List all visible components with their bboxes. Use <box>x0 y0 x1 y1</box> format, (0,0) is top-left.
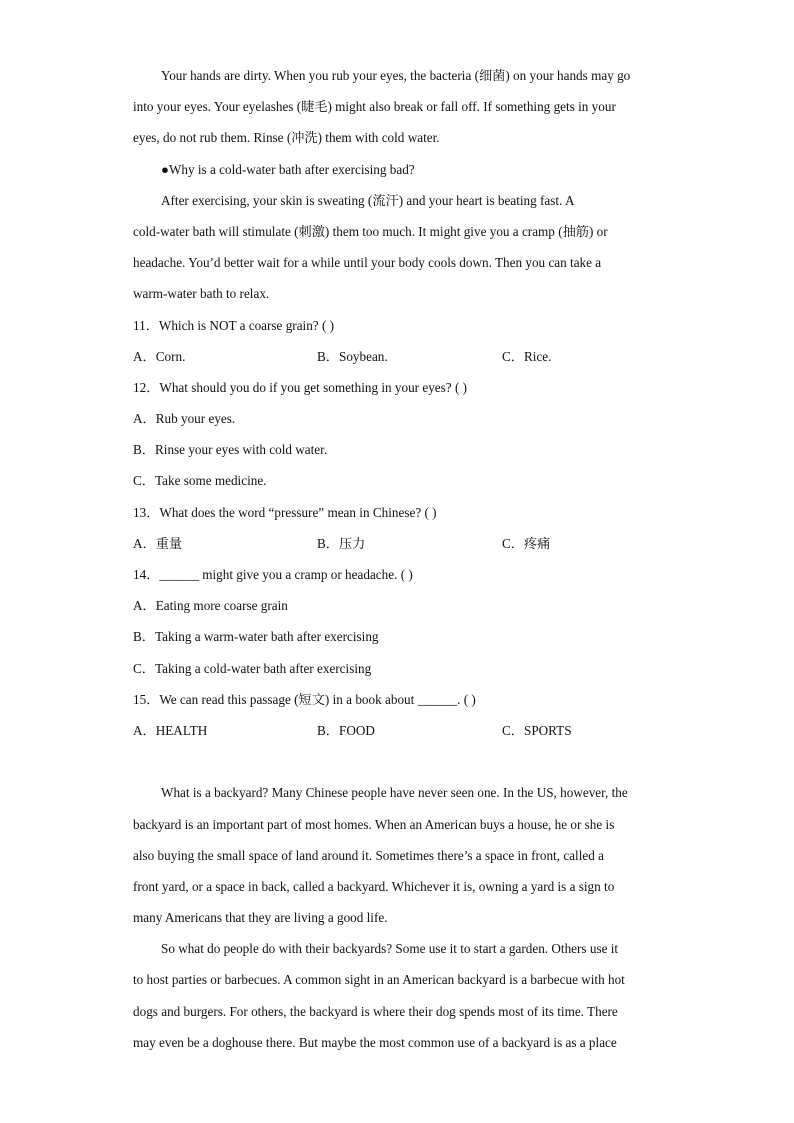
passage-2-line: So what do people do with their backyards? Some use it to start a garden. Others use it <box>161 941 619 957</box>
option-b: B．FOOD <box>317 722 375 738</box>
passage-1-line: eyes, do not rub them. Rinse (冲洗) them with cold water. <box>133 130 440 146</box>
option-c: C．SPORTS <box>502 722 572 738</box>
option-c: C．Take some medicine. <box>133 473 267 489</box>
option-a: A．HEALTH <box>133 722 208 738</box>
section-spacer <box>133 746 663 777</box>
option-b: B．Soybean. <box>317 348 388 364</box>
answer-options <box>133 715 663 746</box>
option-a: A．Rub your eyes. <box>133 411 236 427</box>
passage-2 <box>133 777 663 1058</box>
passage-2-line: dogs and burgers. For others, the backyard is where their dog spends most of its time. There <box>133 1003 618 1019</box>
option-a: A．Eating more coarse grain <box>133 598 288 614</box>
passage-1-line: Your hands are dirty. When you rub your eyes, the bacteria (细菌) on your hands may go <box>161 68 631 83</box>
question-15 <box>133 684 663 746</box>
question-stem: 14．______ might give you a cramp or headache. ( ) <box>133 567 413 582</box>
option-b: B．Taking a warm-water bath after exercising <box>133 629 379 645</box>
option-a: A．重量 <box>133 535 183 551</box>
passage-1 <box>133 60 663 310</box>
passage-1-answer-line: warm-water bath to relax. <box>133 286 270 302</box>
question-13 <box>133 497 663 559</box>
passage-2-line: front yard, or a space in back, called a backyard. Whichever it is, owning a yard is a sign to <box>133 878 615 894</box>
question-stem: 13．What does the word “pressure” mean in Chinese? ( ) <box>133 504 437 520</box>
passage-1-line: into your eyes. Your eyelashes (睫毛) might also break or fall off. If something gets in your <box>133 99 616 115</box>
section-question-heading: ●Why is a cold-water bath after exercising bad? <box>161 161 415 177</box>
passage-2-line: to host parties or barbecues. A common sight in an American backyard is a barbecue with hot <box>133 972 625 988</box>
question-stem: 12．What should you do if you get something in your eyes? ( ) <box>133 379 468 395</box>
passage-2-line: many Americans that they are living a good life. <box>133 910 388 926</box>
passage-2-line: also buying the small space of land around it. Sometimes there’s a space in front, called a <box>133 847 604 863</box>
answer-options <box>133 341 663 372</box>
answer-options <box>133 528 663 559</box>
option-c: C．疼痛 <box>502 535 551 551</box>
option-b: B．Rinse your eyes with cold water. <box>133 442 328 458</box>
option-c: C．Taking a cold-water bath after exercising <box>133 660 372 676</box>
question-stem: 11．Which is NOT a coarse grain? ( ) <box>133 317 335 333</box>
passage-2-line: What is a backyard? Many Chinese people have never seen one. In the US, however, the <box>161 785 628 801</box>
passage-2-line: backyard is an important part of most homes. When an American buys a house, he or she is <box>133 816 615 832</box>
option-b: B．压力 <box>317 535 366 551</box>
question-14 <box>133 559 663 684</box>
question-stem: 15．We can read this passage (短文) in a book about ______. ( ) <box>133 691 476 707</box>
passage-1-answer-line: After exercising, your skin is sweating (流汗) and your heart is beating fast. A <box>161 192 575 208</box>
passage-1-answer-line: headache. You’d better wait for a while until your body cools down. Then you can take a <box>133 255 602 271</box>
option-a: A．Corn. <box>133 348 186 364</box>
option-c: C．Rice. <box>502 348 552 364</box>
question-12 <box>133 372 663 497</box>
passage-1-answer-line: cold-water bath will stimulate (刺激) them too much. It might give you a cramp (抽筋) or <box>133 223 608 239</box>
page-content <box>133 60 663 1058</box>
question-11 <box>133 310 663 372</box>
passage-2-line: may even be a doghouse there. But maybe the most common use of a backyard is as a place <box>133 1034 617 1050</box>
